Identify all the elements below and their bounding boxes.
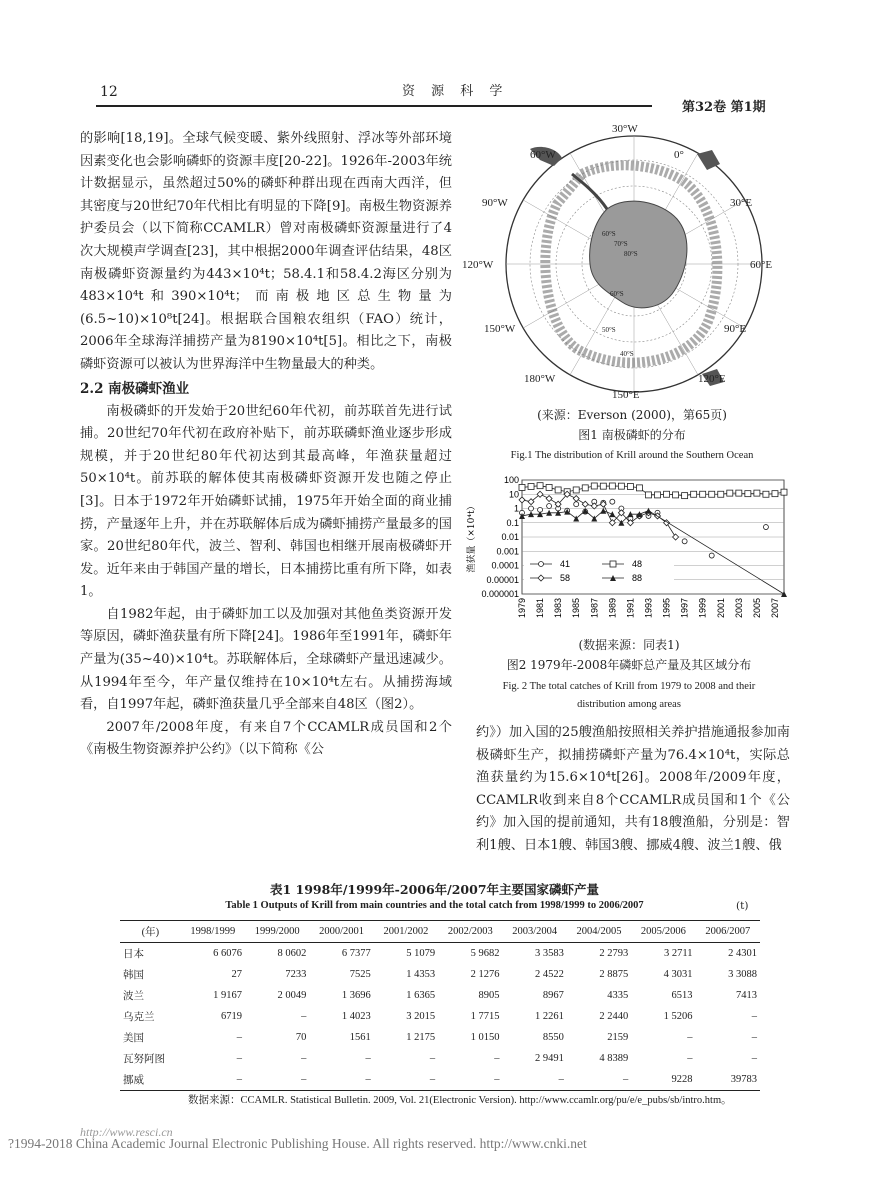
data-point xyxy=(709,491,715,497)
table-header-season: 2004/2005 xyxy=(567,921,631,943)
data-point xyxy=(519,484,525,490)
latitude-label: 70°S xyxy=(614,240,628,248)
latitude-label: 60°S xyxy=(602,230,616,238)
latitude-label: 40°S xyxy=(620,350,634,358)
table-row xyxy=(120,1006,760,1027)
country-cell: 波兰 xyxy=(123,991,144,1002)
data-point xyxy=(573,487,579,493)
figure2-caption-en-1: Fig. 2 The total catches of Krill from 1979 to 2008 and their xyxy=(502,681,756,692)
catch-cell: 2 2793 xyxy=(599,948,629,959)
catch-cell: 6 6076 xyxy=(213,948,243,959)
longitude-label: 0° xyxy=(674,149,684,161)
catch-cell: 7413 xyxy=(736,990,757,1001)
right-column-text: 约》）加入国的25艘渔船按照相关养护措施通报参加南极磷虾生产，拟捕捞磷虾产量为76.4×10⁴t，实际总渔获量约为15.6×10⁴t[26]。2008年/2009年度，CCAMLR收到来自8个CCAMLR成员国和1个《公约》加入国的提前通知，共有18艘渔船，分别是：智利1艘、日本1艘、韩国3艘、挪威4艘、波兰1艘、俄 xyxy=(476,725,790,853)
data-point xyxy=(546,496,552,502)
data-point xyxy=(645,492,651,498)
data-point xyxy=(600,483,606,489)
series-line xyxy=(522,494,676,537)
y-tick-label: 0.1 xyxy=(506,517,519,528)
data-point xyxy=(763,491,769,497)
series-58 xyxy=(519,491,679,540)
x-tick-label: 1987 xyxy=(589,598,600,619)
legend-label: 48 xyxy=(632,559,643,569)
data-point xyxy=(727,490,733,496)
catch-cell: 2 0049 xyxy=(277,990,307,1001)
table-row xyxy=(120,943,760,965)
x-tick-label: 2001 xyxy=(715,598,726,619)
legend-background xyxy=(524,554,674,586)
table-row xyxy=(120,1048,760,1069)
x-tick-label: 1991 xyxy=(625,598,636,619)
catch-cell: – xyxy=(751,1053,757,1064)
paragraph-1: 的影响[18,19]。全球气候变暖、紫外线照射、浮冰等外部环境因素变化也会影响磷虾的资源丰度[20-22]。1926年-2003年统计数据显示，虽然超过50%的磷虾种群出现在西南大西洋，但其密度与20世纪70年代相比有明显的下降[9]。南极生物资源养护委员会（以下简称CCAMLR）曾对南极磷虾资源量进行了4次大规模声学调查[23]，其中根据2000年调查评估结果，48区南极磷虾资源量约为443×10⁴t；58.4.1和58.4.2海区分别为483×10⁴t和390×10⁴t；而南极地区总生物量为(6.5~10)×10⁸t[24]。根据联合国粮农组织（FAO）统计，2006年全球海洋捕捞产量为8190×10⁴t[5]。相比之下，南极磷虾资源可以被认为世界海洋中生物量最大的种类。 xyxy=(80,131,452,372)
data-point xyxy=(691,491,697,497)
x-tick-label: 2003 xyxy=(733,598,744,619)
catch-cell: 6513 xyxy=(671,990,693,1001)
catch-cell: 4 8389 xyxy=(599,1053,629,1064)
catch-cell: – xyxy=(301,1053,307,1064)
catch-cell: 2 9491 xyxy=(534,1053,564,1064)
catch-cell: 1 2261 xyxy=(534,1011,564,1022)
x-tick-label: 1993 xyxy=(643,598,654,619)
x-tick-label: 1997 xyxy=(679,598,690,619)
x-tick-label: 2005 xyxy=(751,598,762,619)
catch-cell: 3 3088 xyxy=(728,969,757,980)
table-header-season: 2001/2002 xyxy=(374,921,438,943)
y-tick-label: 10 xyxy=(508,489,519,500)
data-point xyxy=(772,491,778,497)
table-header-season: 2005/2006 xyxy=(631,921,695,943)
catch-cell: 1 2175 xyxy=(406,1032,436,1043)
catch-cell: – xyxy=(374,1069,438,1091)
latitude-label: 50°S xyxy=(602,326,616,334)
catch-cell: 1 4353 xyxy=(406,969,436,980)
data-point xyxy=(555,487,561,493)
catch-cell: – xyxy=(751,1032,757,1043)
longitude-label: 90°E xyxy=(724,323,747,335)
chart-legend xyxy=(524,554,674,586)
catch-cell: 70 xyxy=(295,1032,307,1043)
catch-cell: – xyxy=(365,1053,371,1064)
catch-cell: – xyxy=(502,1069,566,1091)
data-point xyxy=(547,503,552,508)
x-tick-label: 1989 xyxy=(607,598,618,619)
figure1-caption-cn: 图1 南极磷虾的分布 xyxy=(578,428,686,442)
catch-cell: 6719 xyxy=(221,1011,243,1022)
y-tick-label: 0.001 xyxy=(496,546,519,557)
x-tick-label: 1979 xyxy=(517,598,527,619)
longitude-label: 30°W xyxy=(612,124,638,135)
country-cell: 日本 xyxy=(123,949,144,960)
data-point xyxy=(591,483,597,489)
y-tick-label: 0.01 xyxy=(501,532,519,542)
table-header-season: 1998/1999 xyxy=(181,921,245,943)
catch-cell: 6 7377 xyxy=(341,948,371,959)
data-point xyxy=(582,485,588,491)
catch-cell: 9228 xyxy=(631,1069,695,1091)
data-point xyxy=(618,483,624,489)
country-cell: 瓦努阿图 xyxy=(123,1054,165,1065)
latitude-label: 80°S xyxy=(624,250,638,258)
catch-cell: – xyxy=(181,1069,245,1091)
data-point xyxy=(529,506,534,511)
table1-title-en: Table 1 Outputs of Krill from main countries and the total catch from 1998/1999 to 2006/2007 xyxy=(225,900,644,911)
catch-cell: 8967 xyxy=(542,990,564,1001)
table1-source: 数据来源：CCAMLR. Statistical Bulletin. 2009, Vol. 21(Electronic Version). http://www.ccamlr.org/pu/e/e_pubs/sb/intro.htm。 xyxy=(188,1095,732,1106)
catch-cell: 2159 xyxy=(607,1032,629,1043)
figure2-caption-en-2: distribution among areas xyxy=(577,699,681,710)
catch-cell: 1 4023 xyxy=(341,1011,371,1022)
catch-cell: 7525 xyxy=(349,969,371,980)
footer-url[interactable]: http://www.resci.cn xyxy=(80,1125,173,1139)
y-tick-label: 1 xyxy=(513,503,519,514)
data-point xyxy=(519,497,525,503)
data-point xyxy=(709,553,714,558)
left-column xyxy=(80,128,452,762)
longitude-label: 120°E xyxy=(698,373,726,385)
x-tick-label: 1985 xyxy=(571,598,582,619)
data-point xyxy=(655,492,661,498)
figure1-caption-en: Fig.1 The distribution of Krill around the Southern Ocean xyxy=(510,450,754,461)
catch-cell: 3 3583 xyxy=(534,948,564,959)
data-point xyxy=(582,501,588,507)
table-header-season: 1999/2000 xyxy=(245,921,309,943)
x-tick-label: 1995 xyxy=(661,598,672,619)
y-tick-label: 100 xyxy=(503,475,519,485)
header-rule xyxy=(96,105,652,107)
longitude-label: 60°E xyxy=(750,259,773,271)
data-point xyxy=(609,483,615,489)
figure2-caption-cn: 图2 1979年-2008年磷虾总产量及其区域分布 xyxy=(506,658,752,672)
catch-cell: – xyxy=(438,1069,502,1091)
legend-label: 58 xyxy=(560,573,571,583)
data-point xyxy=(682,493,688,499)
catch-cell: – xyxy=(301,1011,307,1022)
catch-cell: – xyxy=(236,1032,243,1043)
data-point xyxy=(573,496,579,502)
paragraph-2: 南极磷虾的开发始于20世纪60年代初，前苏联首先进行试捕。20世纪70年代初在政府补贴下，前苏联磷虾渔业逐步形成规模，并于20世纪80年代初达到其最高峰，年渔获量超过50×10⁴t。前苏联的解体使其南极磷虾资源开发也随之停止[3]。日本于1972年开始磷虾试捕，1975年开始全面的商业捕捞，产量逐年上升，并在苏联解体后成为磷虾捕捞产量最多的国家。20世纪80年代，波兰、智利、韩国也相继开展南极磷虾开发。近年来由于韩国产量的增长，日本捕捞比重有所下降，如表1。 xyxy=(80,403,452,600)
x-tick-label: 2007 xyxy=(769,598,780,619)
data-point xyxy=(745,491,751,497)
data-point xyxy=(781,489,787,495)
table-row xyxy=(120,1069,760,1091)
catch-cell: – xyxy=(687,1032,693,1043)
data-point xyxy=(673,534,679,540)
country-cell: 乌克兰 xyxy=(123,1012,155,1023)
catch-cell: – xyxy=(567,1069,631,1091)
catch-cell: – xyxy=(236,1053,243,1064)
catch-cell: 1 0150 xyxy=(470,1032,500,1043)
figure2-source: (数据来源：同表1) xyxy=(578,638,680,652)
longitude-label: 30°E xyxy=(730,197,753,209)
catch-cell: 7233 xyxy=(285,969,307,980)
catch-cell: 5 1079 xyxy=(406,948,436,959)
table1-unit: (t) xyxy=(736,900,749,912)
catch-cell: – xyxy=(245,1069,309,1091)
catch-cell: 5 9682 xyxy=(470,948,500,959)
journal-title: 资 源 科 学 xyxy=(402,84,509,99)
catch-cell: 3 2711 xyxy=(664,948,693,959)
data-point xyxy=(610,561,616,567)
x-tick-label: 1999 xyxy=(697,598,708,619)
table-row xyxy=(120,985,760,1006)
longitude-label: 60°W xyxy=(530,149,556,161)
latitude-label: 60°S xyxy=(610,290,624,298)
data-point xyxy=(591,503,597,509)
catch-cell: 1561 xyxy=(349,1032,371,1043)
data-point xyxy=(636,485,642,491)
table-header-season: 2002/2003 xyxy=(438,921,502,943)
data-point xyxy=(609,511,615,517)
catch-cell: 4335 xyxy=(607,990,629,1001)
longitude-label: 90°W xyxy=(482,197,508,209)
data-point xyxy=(718,491,724,497)
catch-cell: 1 5206 xyxy=(663,1011,693,1022)
catch-cell: 8550 xyxy=(542,1032,564,1043)
catch-cell: – xyxy=(751,1011,757,1022)
catch-cell: 1 9167 xyxy=(213,990,243,1001)
footer-copyright: ?1994-2018 China Academic Journal Electronic Publishing House. All rights reserved. http://www.cnki.net xyxy=(8,1136,587,1151)
table-header-season: 2000/2001 xyxy=(309,921,373,943)
catch-cell: 2 2440 xyxy=(599,1011,629,1022)
catch-cell: 8 0602 xyxy=(277,948,307,959)
catch-cell: – xyxy=(687,1053,693,1064)
catch-cell: 2 1276 xyxy=(470,969,500,980)
catch-cell: 2 8875 xyxy=(599,969,629,980)
catch-cell: – xyxy=(494,1053,500,1064)
longitude-label: 150°W xyxy=(484,323,516,335)
data-point xyxy=(546,484,552,490)
data-point xyxy=(539,562,544,567)
catch-cell: 1 3696 xyxy=(341,990,371,1001)
data-point xyxy=(537,483,543,489)
catch-cell: 2 4301 xyxy=(728,948,757,959)
krill-distribution-map xyxy=(462,124,802,404)
series-48 xyxy=(519,483,787,499)
table-row xyxy=(120,1027,760,1048)
page-number: 12 xyxy=(100,84,118,100)
section-heading: 2.2 南极磷虾渔业 xyxy=(80,380,190,397)
catch-cell: 39783 xyxy=(696,1069,760,1091)
catch-cell: – xyxy=(429,1053,436,1064)
legend-label: 41 xyxy=(560,559,571,569)
longitude-label: 150°E xyxy=(612,389,640,401)
krill-catch-chart xyxy=(462,472,796,630)
table-header-season: 2006/2007 xyxy=(696,921,760,943)
table-row xyxy=(120,964,760,985)
data-point xyxy=(682,539,687,544)
y-tick-label: 0.00001 xyxy=(486,574,519,585)
data-point xyxy=(627,483,633,489)
country-cell: 挪威 xyxy=(120,1069,181,1091)
data-point xyxy=(528,483,534,489)
longitude-label: 180°W xyxy=(524,373,556,385)
catch-cell: 2 4522 xyxy=(534,969,564,980)
catch-cell: 8905 xyxy=(478,990,500,1001)
paragraph-3: 自1982年起，由于磷虾加工以及加强对其他鱼类资源开发等原因，磷虾渔获量有所下降[24]。1986年至1991年，磷虾年产量为(35~40)×10⁴t。苏联解体后，全球磷虾产量迅速减少。从1994年至今，年产量仅维持在10×10⁴t左右。从捕捞海域看，自1997年起，磷虾渔获量几乎全部来自48区（图2）。 xyxy=(80,606,452,713)
x-tick-label: 1981 xyxy=(535,598,546,619)
country-cell: 美国 xyxy=(123,1033,144,1044)
catch-cell: – xyxy=(309,1069,373,1091)
data-point xyxy=(610,499,615,504)
catch-cell: 27 xyxy=(231,969,243,980)
paragraph-4: 2007年/2008年度，有来自7个CCAMLR成员国和2个《南极生物资源养护公约》（以下简称《公 xyxy=(80,719,452,758)
y-axis-label: 渔获量（×10⁴t） xyxy=(467,501,477,573)
catch-cell: 4 3031 xyxy=(663,969,693,980)
data-point xyxy=(700,491,706,497)
table1-title-cn: 表1 1998年/1999年-2006年/2007年主要国家磷虾产量 xyxy=(269,882,600,897)
data-point xyxy=(754,490,760,496)
data-point xyxy=(736,490,742,496)
country-cell: 韩国 xyxy=(123,970,144,981)
table1 xyxy=(120,920,760,1091)
catch-cell: 1 7715 xyxy=(470,1011,500,1022)
x-tick-label: 1983 xyxy=(553,598,564,619)
catch-cell: 3 2015 xyxy=(406,1011,436,1022)
table-header-season: 2003/2004 xyxy=(502,921,566,943)
data-point xyxy=(664,491,670,497)
figure1-source: (来源：Everson (2000)，第65页) xyxy=(537,408,727,422)
data-point xyxy=(574,502,579,507)
data-point xyxy=(673,492,679,498)
longitude-label: 120°W xyxy=(462,259,494,271)
catch-cell: 1 6365 xyxy=(406,990,436,1001)
table-header-year: (年) xyxy=(120,921,181,943)
series-41 xyxy=(520,499,769,558)
y-tick-label: 0.000001 xyxy=(481,589,519,599)
volume-issue: 第32卷 第1期 xyxy=(682,100,766,115)
data-point xyxy=(763,525,768,530)
y-tick-label: 0.0001 xyxy=(491,560,519,571)
legend-label: 88 xyxy=(632,573,643,583)
